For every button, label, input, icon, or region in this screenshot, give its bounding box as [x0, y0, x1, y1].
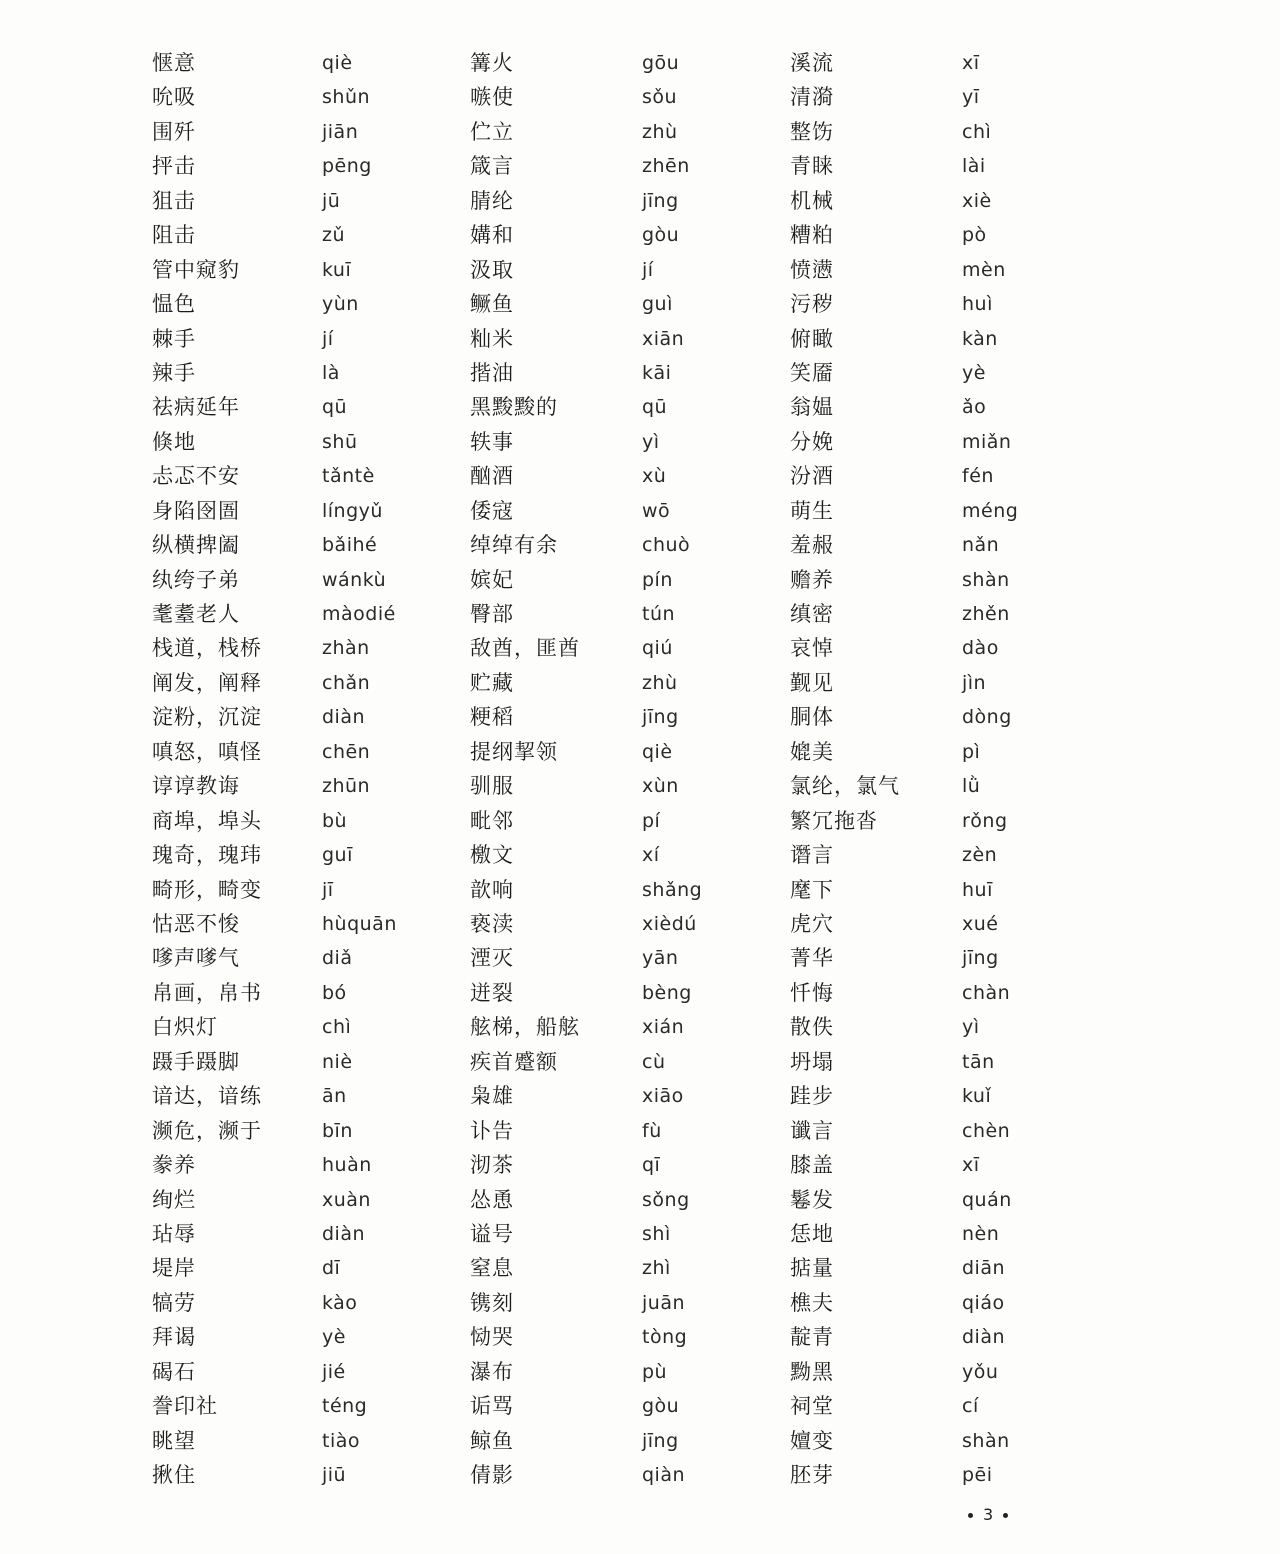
list-item-word: 瀑布 — [470, 1359, 514, 1384]
list-item-word: 轶事 — [470, 429, 514, 454]
list-item-pinyin: yè — [962, 361, 986, 384]
list-item-pinyin: guì — [642, 293, 673, 316]
list-item-word: 溪流 — [790, 51, 834, 75]
list-item-pinyin: zhù — [642, 120, 678, 143]
list-item-word: 樵夫 — [790, 1290, 834, 1315]
list-item-word: 舷梯，船舷 — [470, 1015, 580, 1040]
list-item-pinyin: zèn — [962, 844, 998, 867]
list-item-word: 嬗变 — [790, 1428, 834, 1453]
list-item-pinyin: gòu — [642, 224, 680, 247]
list-item-pinyin: diàn — [322, 1222, 366, 1245]
list-item-pinyin: xièdú — [642, 913, 697, 935]
list-item-pinyin: chǎn — [322, 671, 371, 694]
list-item-word: 跬步 — [790, 1084, 834, 1109]
list-item-word: 怙恶不悛 — [152, 912, 240, 936]
list-item-pinyin: rǒng — [962, 809, 1008, 832]
list-item-word: 恸哭 — [470, 1325, 514, 1350]
list-item-word: 亵渎 — [470, 912, 514, 936]
list-item-pinyin: bó — [322, 981, 347, 1004]
list-item-pinyin: bù — [322, 809, 348, 832]
list-item-pinyin: pù — [642, 1360, 668, 1383]
list-item-word: 谆谆教诲 — [152, 774, 240, 799]
list-item-pinyin: xùn — [642, 775, 679, 798]
list-item-word: 管中窥豹 — [152, 257, 240, 282]
list-item-pinyin: bǎihé — [322, 534, 378, 557]
list-item-word: 谶言 — [790, 1118, 834, 1143]
list-item-word: 蹑手蹑脚 — [152, 1049, 240, 1074]
list-item-pinyin: jié — [322, 1360, 346, 1383]
list-item-word: 哀悼 — [790, 636, 834, 661]
list-item-word: 玷辱 — [152, 1221, 196, 1246]
list-item-pinyin: qiè — [642, 740, 673, 763]
list-item-word: 缜密 — [790, 602, 834, 627]
list-item-pinyin: kuǐ — [962, 1085, 992, 1108]
list-item-word: 媲美 — [790, 739, 834, 764]
list-item-pinyin: bīn — [322, 1119, 353, 1142]
list-item-pinyin: gòu — [642, 1395, 680, 1418]
list-item-word: 抨击 — [152, 154, 196, 179]
list-item-pinyin: jīng — [642, 706, 679, 729]
list-item-word: 淀粉，沉淀 — [152, 705, 262, 730]
list-item-pinyin: huì — [962, 293, 993, 316]
list-item-pinyin: jīng — [642, 189, 679, 212]
list-item-word: 犒劳 — [152, 1290, 196, 1315]
list-item-word: 胴体 — [790, 705, 834, 730]
list-item-pinyin: yè — [322, 1326, 346, 1349]
list-item-pinyin: kuī — [322, 258, 352, 281]
list-item-word: 谮言 — [790, 843, 834, 868]
list-item-pinyin: yùn — [322, 293, 359, 316]
list-item-pinyin: zhù — [642, 671, 678, 694]
list-item-word: 毗邻 — [470, 808, 514, 833]
list-item-word: 汾酒 — [790, 464, 834, 489]
list-item-word: 整饬 — [790, 119, 834, 144]
list-item-pinyin: niè — [322, 1050, 353, 1073]
list-item-word: 篝火 — [470, 51, 514, 75]
list-item-word: 揩油 — [470, 360, 514, 385]
list-item-pinyin: xí — [642, 844, 660, 867]
list-item-pinyin: ǎo — [962, 396, 987, 419]
list-item-word: 氯纶，氯气 — [790, 774, 900, 799]
list-item-word: 棘手 — [152, 326, 196, 351]
list-item-pinyin: diǎ — [322, 947, 353, 970]
list-item-pinyin: zhàn — [322, 637, 370, 660]
list-item-pinyin: mèn — [962, 258, 1006, 281]
list-item-word: 镌刻 — [470, 1290, 514, 1315]
list-item-word: 帛画，帛书 — [152, 980, 262, 1005]
list-item-word: 鳜鱼 — [470, 292, 514, 317]
list-item-word: 贮藏 — [470, 670, 514, 695]
list-item-word: 倩影 — [470, 1463, 514, 1488]
list-item-word: 倏地 — [152, 429, 196, 454]
list-item-pinyin: wánkù — [322, 568, 387, 591]
list-item-pinyin: zhēn — [642, 155, 690, 178]
list-item-pinyin: fén — [962, 465, 994, 488]
list-item-pinyin: jí — [322, 327, 334, 350]
list-item-pinyin: yī — [962, 86, 980, 109]
list-item-pinyin: shǔn — [322, 86, 371, 109]
list-item-word: 怂恿 — [470, 1187, 514, 1212]
list-item-word: 耄耋老人 — [152, 602, 240, 627]
list-item-word: 萌生 — [790, 498, 834, 523]
list-item-word: 腈纶 — [470, 188, 514, 213]
list-item-pinyin: xiāo — [642, 1085, 684, 1108]
list-item-pinyin: huàn — [322, 1154, 372, 1177]
list-item-word: 伫立 — [470, 119, 514, 144]
page-number-dot-right — [1003, 1513, 1008, 1518]
list-item-pinyin: méng — [962, 499, 1019, 522]
list-item-pinyin: cù — [642, 1050, 666, 1073]
list-item-word: 祛病延年 — [152, 395, 240, 420]
list-item-pinyin: chuò — [642, 534, 691, 557]
list-item-word: 酗酒 — [470, 464, 514, 489]
list-item-word: 媾和 — [470, 223, 514, 248]
list-item-word: 提纲挈领 — [470, 739, 558, 764]
list-item-word: 黝黑 — [790, 1359, 834, 1384]
list-item-pinyin: bèng — [642, 981, 692, 1004]
list-item-word: 菁华 — [790, 946, 834, 971]
list-item-word: 绰绰有余 — [470, 533, 558, 558]
list-item-pinyin: pín — [642, 568, 673, 591]
list-item-pinyin: chēn — [322, 740, 371, 763]
list-item-word: 糟粕 — [790, 223, 834, 248]
page-number-value: 3 — [983, 1505, 994, 1524]
list-item-word: 谥号 — [470, 1221, 514, 1246]
list-item-word: 阐发，阐释 — [152, 670, 262, 695]
list-item-word: 沏茶 — [470, 1153, 514, 1178]
list-item-word: 白炽灯 — [152, 1015, 218, 1040]
list-item-word: 纵横捭阖 — [152, 533, 240, 558]
list-item-word: 鬈发 — [790, 1187, 834, 1212]
list-item-word: 狙击 — [152, 188, 196, 213]
list-item-word: 围歼 — [152, 119, 196, 144]
list-item-pinyin: diàn — [322, 706, 366, 729]
list-item-word: 敌酋，匪酋 — [470, 636, 580, 661]
list-item-pinyin: chàn — [962, 981, 1011, 1004]
list-item-pinyin: dào — [962, 637, 999, 660]
list-item-word: 污秽 — [790, 292, 834, 317]
list-item-pinyin: qiè — [322, 52, 353, 74]
list-item-pinyin: qiáo — [962, 1291, 1005, 1314]
list-item-pinyin: pēng — [322, 155, 372, 178]
list-item-pinyin: kāi — [642, 361, 672, 384]
list-item-pinyin: zhūn — [322, 775, 371, 798]
list-item-pinyin: chì — [962, 120, 992, 143]
list-item-word: 豢养 — [152, 1153, 196, 1178]
list-item-word: 嗲声嗲气 — [152, 946, 240, 971]
list-item-word: 拜谒 — [152, 1325, 196, 1350]
list-item-pinyin: huī — [962, 878, 993, 901]
list-item-word: 箴言 — [470, 154, 514, 179]
list-item-pinyin: xián — [642, 1016, 685, 1039]
list-item-pinyin: chì — [322, 1016, 352, 1039]
list-item-pinyin: tǎntè — [322, 465, 375, 488]
list-item-word: 笑靥 — [790, 360, 834, 385]
list-item-pinyin: nèn — [962, 1222, 1000, 1245]
list-item-pinyin: gōu — [642, 52, 680, 74]
list-item-word: 辣手 — [152, 360, 196, 385]
list-item-word: 机械 — [790, 188, 834, 213]
list-item-word: 粳稻 — [470, 705, 514, 730]
list-item-word: 嗔怒，嗔怪 — [152, 739, 262, 764]
list-item-word: 嗾使 — [470, 85, 514, 110]
list-item-pinyin: miǎn — [962, 430, 1012, 453]
list-item-word: 讣告 — [470, 1118, 514, 1143]
list-item-word: 堤岸 — [152, 1256, 196, 1281]
list-item-pinyin: tún — [642, 603, 676, 626]
list-item-word: 湮灭 — [470, 946, 514, 971]
list-item-pinyin: jiū — [322, 1464, 347, 1487]
list-item-word: 愤懑 — [790, 257, 834, 282]
list-item-pinyin: nǎn — [962, 534, 1000, 557]
list-item-word: 散佚 — [790, 1015, 834, 1040]
list-item-pinyin: shì — [642, 1222, 671, 1245]
list-item-word: 赡养 — [790, 567, 834, 592]
list-item-pinyin: zǔ — [322, 224, 346, 247]
list-item-word: 繁冗拖沓 — [790, 808, 878, 833]
list-item-pinyin: sǒu — [642, 86, 678, 109]
list-item-word: 疾首蹙额 — [470, 1049, 558, 1074]
list-item-pinyin: fù — [642, 1119, 662, 1142]
list-item-word: 枭雄 — [470, 1084, 514, 1109]
list-item-word: 栈道，栈桥 — [152, 636, 262, 661]
list-item-word: 觐见 — [790, 670, 834, 695]
list-item-pinyin: pò — [962, 224, 987, 247]
list-item-word: 吮吸 — [152, 85, 196, 110]
list-item-pinyin: lǜ — [962, 775, 981, 798]
list-item-word: 纨绔子弟 — [152, 567, 240, 592]
list-item-pinyin: juān — [642, 1291, 686, 1314]
list-item-pinyin: téng — [322, 1395, 368, 1418]
list-item-word: 歆响 — [470, 877, 514, 902]
list-item-word: 惬意 — [152, 51, 196, 75]
list-item-pinyin: yǒu — [962, 1360, 999, 1383]
list-item-pinyin: cí — [962, 1395, 979, 1418]
list-item-pinyin: língyǔ — [322, 499, 383, 522]
list-item-pinyin: tòng — [642, 1326, 688, 1349]
list-item-word: 嫔妃 — [470, 567, 514, 592]
list-item-pinyin: qī — [642, 1154, 661, 1177]
page-number — [958, 1500, 1018, 1530]
list-item-word: 恁地 — [790, 1221, 834, 1246]
list-item-pinyin: xī — [962, 52, 980, 74]
list-item-pinyin: jū — [322, 189, 341, 212]
list-item-word: 檄文 — [470, 843, 514, 868]
list-item-pinyin: dī — [322, 1257, 341, 1280]
list-item-word: 羞赧 — [790, 533, 834, 558]
list-item-word: 谙达，谙练 — [152, 1084, 262, 1109]
list-item-word: 膝盖 — [790, 1153, 834, 1178]
list-item-word: 汲取 — [470, 257, 514, 282]
list-item-pinyin: xiè — [962, 189, 992, 212]
list-item-word: 倭寇 — [470, 498, 514, 523]
list-item-word: 掂量 — [790, 1256, 834, 1281]
list-item-word: 清漪 — [790, 85, 834, 110]
list-item-word: 碣石 — [152, 1359, 196, 1384]
list-item-pinyin: dòng — [962, 706, 1012, 729]
list-item-pinyin: pí — [642, 809, 661, 832]
list-item-pinyin: wō — [642, 499, 671, 522]
list-item-pinyin: zhěn — [962, 603, 1010, 626]
list-item-pinyin: hùquān — [322, 913, 397, 935]
list-item-pinyin: shàn — [962, 568, 1010, 591]
list-item-word: 鲸鱼 — [470, 1428, 514, 1453]
list-item-pinyin: xù — [642, 465, 667, 488]
list-item-pinyin: yì — [642, 430, 660, 453]
list-item-pinyin: pēi — [962, 1464, 993, 1487]
list-item-word: 揪住 — [152, 1463, 196, 1488]
list-item-word: 绚烂 — [152, 1187, 196, 1212]
list-item-word: 眺望 — [152, 1428, 196, 1453]
list-item-word: 分娩 — [790, 429, 834, 454]
list-item-word: 商埠，埠头 — [152, 808, 262, 833]
list-item-word: 籼米 — [470, 326, 514, 351]
list-item-word: 黑黢黢的 — [470, 395, 558, 420]
list-item-pinyin: diān — [962, 1257, 1006, 1280]
list-item-pinyin: zhì — [642, 1257, 671, 1280]
list-item-word: 驯服 — [470, 774, 514, 799]
list-item-word: 青睐 — [790, 154, 834, 179]
list-item-pinyin: pì — [962, 740, 981, 763]
list-item-pinyin: sǒng — [642, 1188, 690, 1211]
list-item-pinyin: xué — [962, 913, 999, 935]
list-item-pinyin: qiú — [642, 637, 673, 660]
list-item-pinyin: yì — [962, 1016, 980, 1039]
list-item-pinyin: ān — [322, 1085, 347, 1108]
list-item-word: 诟骂 — [470, 1394, 514, 1419]
list-item-pinyin: là — [322, 361, 340, 384]
list-item-word: 忐忑不安 — [152, 464, 240, 489]
list-item-word: 祠堂 — [790, 1394, 834, 1419]
list-item-pinyin: màodié — [322, 603, 396, 626]
list-item-word: 愠色 — [152, 292, 196, 317]
list-item-pinyin: lài — [962, 155, 986, 178]
list-item-pinyin: xiān — [642, 327, 685, 350]
list-item-pinyin: jìn — [962, 671, 987, 694]
list-item-pinyin: tiào — [322, 1429, 360, 1452]
list-item-word: 窒息 — [470, 1256, 514, 1281]
list-item-pinyin: jīng — [962, 947, 999, 970]
list-item-pinyin: xuàn — [322, 1188, 371, 1211]
page-number-dot-left — [968, 1513, 973, 1518]
list-item-word: 迸裂 — [470, 980, 514, 1005]
list-item-pinyin: kào — [322, 1291, 358, 1314]
list-item-pinyin: quán — [962, 1188, 1012, 1211]
list-item-word: 身陷囹圄 — [152, 498, 240, 523]
list-item-word: 誊印社 — [152, 1394, 218, 1419]
list-item-word: 畸形，畸变 — [152, 877, 262, 902]
list-item-word: 俯瞰 — [790, 326, 834, 351]
list-item-word: 阻击 — [152, 223, 196, 248]
list-item-word: 麾下 — [790, 877, 834, 902]
list-item-word: 濒危，濒于 — [152, 1118, 262, 1143]
list-item-pinyin: qū — [642, 396, 668, 419]
list-item-word: 靛青 — [790, 1325, 834, 1350]
list-item-pinyin: guī — [322, 844, 353, 867]
list-item-pinyin: shàn — [962, 1429, 1010, 1452]
list-item-word: 忏悔 — [790, 980, 834, 1005]
list-item-pinyin: jí — [642, 258, 654, 281]
list-item-word: 虎穴 — [790, 912, 834, 936]
list-item-word: 胚芽 — [790, 1463, 834, 1488]
list-item-pinyin: shǎng — [642, 878, 703, 901]
list-item-word: 瑰奇，瑰玮 — [152, 843, 262, 868]
list-item-pinyin: tān — [962, 1050, 995, 1073]
list-item-word: 臀部 — [470, 602, 514, 627]
list-item-word: 翁媪 — [790, 395, 834, 420]
list-item-pinyin: kàn — [962, 327, 998, 350]
list-item-pinyin: shū — [322, 430, 358, 453]
list-item-pinyin: yān — [642, 947, 679, 970]
list-item-pinyin: jī — [322, 878, 334, 901]
list-item-pinyin: xī — [962, 1154, 980, 1177]
list-item-word: 坍塌 — [790, 1049, 834, 1074]
list-item-pinyin: jiān — [322, 120, 359, 143]
list-item-pinyin: chèn — [962, 1119, 1011, 1142]
list-item-pinyin: jīng — [642, 1429, 679, 1452]
list-item-pinyin: diàn — [962, 1326, 1006, 1349]
list-item-pinyin: qū — [322, 396, 348, 419]
list-item-pinyin: qiàn — [642, 1464, 686, 1487]
